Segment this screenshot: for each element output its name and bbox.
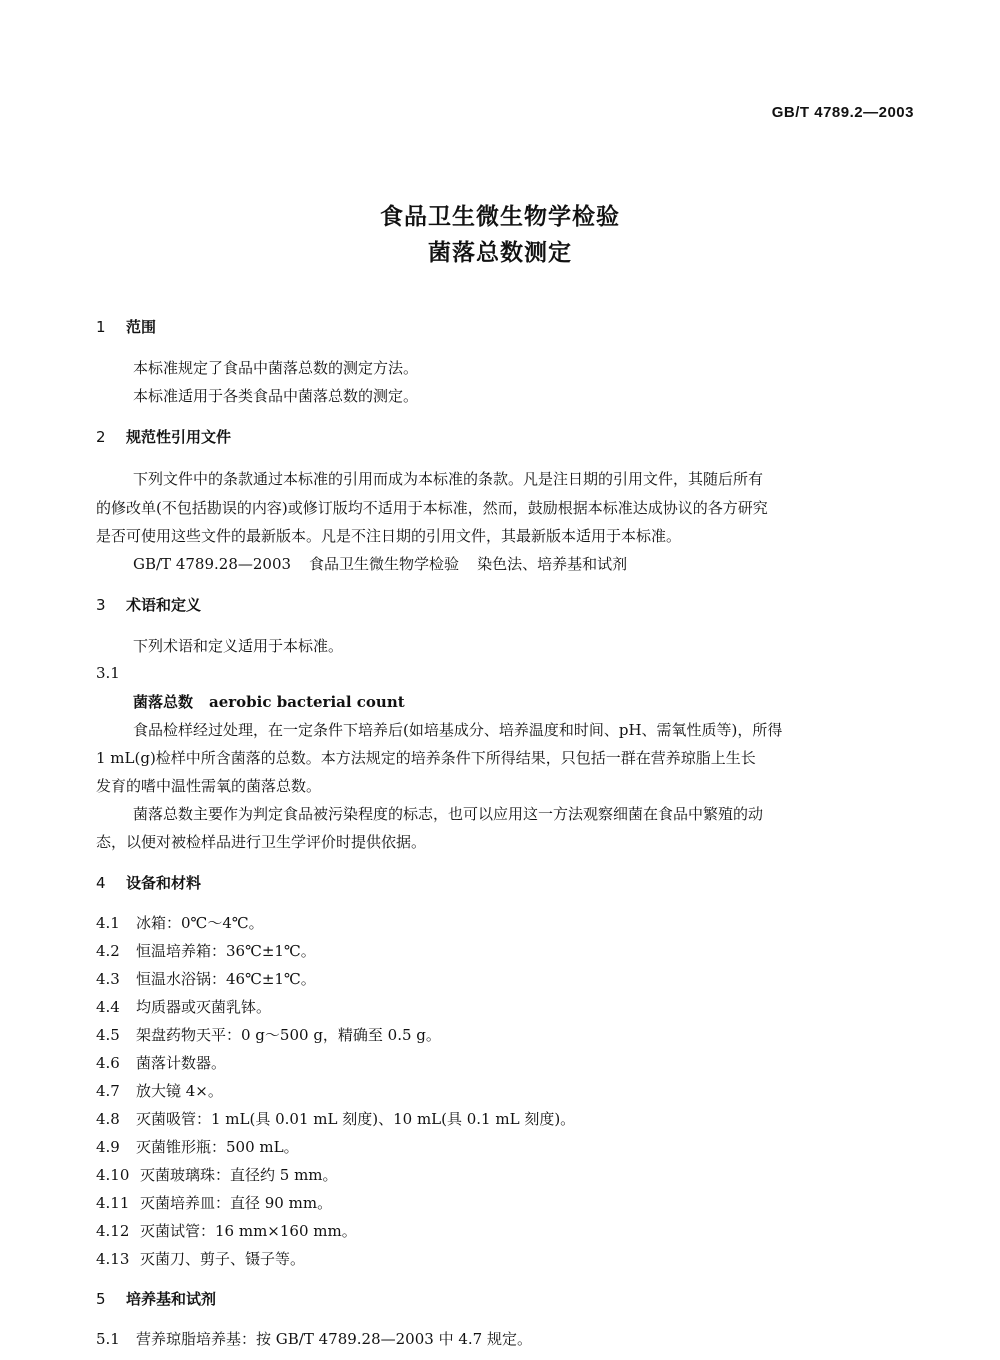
list-item: 4.11 灭菌培养皿：直径 90 mm。 <box>96 1194 333 1212</box>
paragraph-line: 1 mL(g)检样中所含菌落的总数。本方法规定的培养条件下所得结果，只包括一群在营养琼脂上生长 <box>96 749 756 767</box>
section-2-heading <box>96 426 231 447</box>
paragraph-line: 本标准适用于各类食品中菌落总数的测定。 <box>133 387 419 405</box>
paragraph-line: 态，以便对被检样品进行卫生学评价时提供依据。 <box>96 833 427 851</box>
paragraph-line: 下列术语和定义适用于本标准。 <box>133 637 344 655</box>
section-number: 1 <box>96 318 106 336</box>
list-item: 4.13 灭菌刀、剪子、镊子等。 <box>96 1250 306 1268</box>
section-number: 2 <box>96 428 106 446</box>
list-item: 4.12 灭菌试管：16 mm×160 mm。 <box>96 1222 357 1240</box>
reference-title: 食品卫生微生物学检验 <box>309 555 460 573</box>
document-title: 食品卫生微生物学检验 <box>380 204 620 230</box>
reference-subtitle: 染色法、培养基和试剂 <box>477 555 628 573</box>
list-item: 5.1 营养琼脂培养基：按 GB/T 4789.28—2003 中 4.7 规定。 <box>96 1330 532 1348</box>
paragraph-line: 发育的嗜中温性需氧的菌落总数。 <box>96 777 322 795</box>
standard-code: GB/T 4789.2—2003 <box>771 104 914 121</box>
paragraph-line: 是否可使用这些文件的最新版本。凡是不注日期的引用文件，其最新版本适用于本标准。 <box>96 527 682 545</box>
list-item: 4.8 灭菌吸管：1 mL(具 0.01 mL 刻度)、10 mL(具 0.1 mL 刻度)。 <box>96 1110 576 1128</box>
list-item: 4.3 恒温水浴锅：46℃±1℃。 <box>96 970 316 988</box>
section-number: 4 <box>96 874 106 892</box>
paragraph-line: 的修改单(不包括勘误的内容)或修订版均不适用于本标准，然而，鼓励根据本标准达成协议的各方研究 <box>96 499 768 517</box>
section-number: 5 <box>96 1290 106 1308</box>
section-3-heading <box>96 594 201 615</box>
section-4-heading <box>96 872 201 893</box>
section-number: 3 <box>96 596 106 614</box>
list-item: 4.7 放大镜 4×。 <box>96 1082 223 1100</box>
list-item: 4.2 恒温培养箱：36℃±1℃。 <box>96 942 316 960</box>
list-item: 4.1 冰箱：0℃～4℃。 <box>96 914 264 932</box>
reference-code: GB/T 4789.28—2003 <box>133 555 292 573</box>
list-item: 4.5 架盘药物天平：0 g～500 g，精确至 0.5 g。 <box>96 1026 441 1044</box>
term-chinese: 菌落总数 <box>133 693 194 711</box>
term-definition-heading <box>133 691 405 712</box>
paragraph-line: 菌落总数主要作为判定食品被污染程度的标志，也可以应用这一方法观察细菌在食品中繁殖的动 <box>133 805 764 823</box>
paragraph-line: 食品检样经过处理，在一定条件下培养后(如培基成分、培养温度和时间、pH、需氧性质等)，所得 <box>133 721 783 739</box>
normative-reference <box>133 553 627 574</box>
list-item: 4.4 均质器或灭菌乳钵。 <box>96 998 272 1016</box>
document-subtitle: 菌落总数测定 <box>428 240 572 266</box>
section-1-heading <box>96 316 156 337</box>
subsection-number: 3.1 <box>96 664 120 682</box>
section-title: 设备和材料 <box>126 874 202 892</box>
paragraph-line: 本标准规定了食品中菌落总数的测定方法。 <box>133 359 419 377</box>
term-english: aerobic bacterial count <box>209 693 405 711</box>
paragraph-line: 下列文件中的条款通过本标准的引用而成为本标准的条款。凡是注日期的引用文件，其随后所有 <box>133 470 764 488</box>
list-item: 4.6 菌落计数器。 <box>96 1054 227 1072</box>
list-item: 4.10 灭菌玻璃珠：直径约 5 mm。 <box>96 1166 338 1184</box>
section-title: 范围 <box>126 318 157 336</box>
section-title: 培养基和试剂 <box>126 1290 217 1308</box>
list-item: 4.9 灭菌锥形瓶：500 mL。 <box>96 1138 299 1156</box>
section-5-heading <box>96 1288 216 1309</box>
section-title: 规范性引用文件 <box>126 428 232 446</box>
section-title: 术语和定义 <box>126 596 202 614</box>
